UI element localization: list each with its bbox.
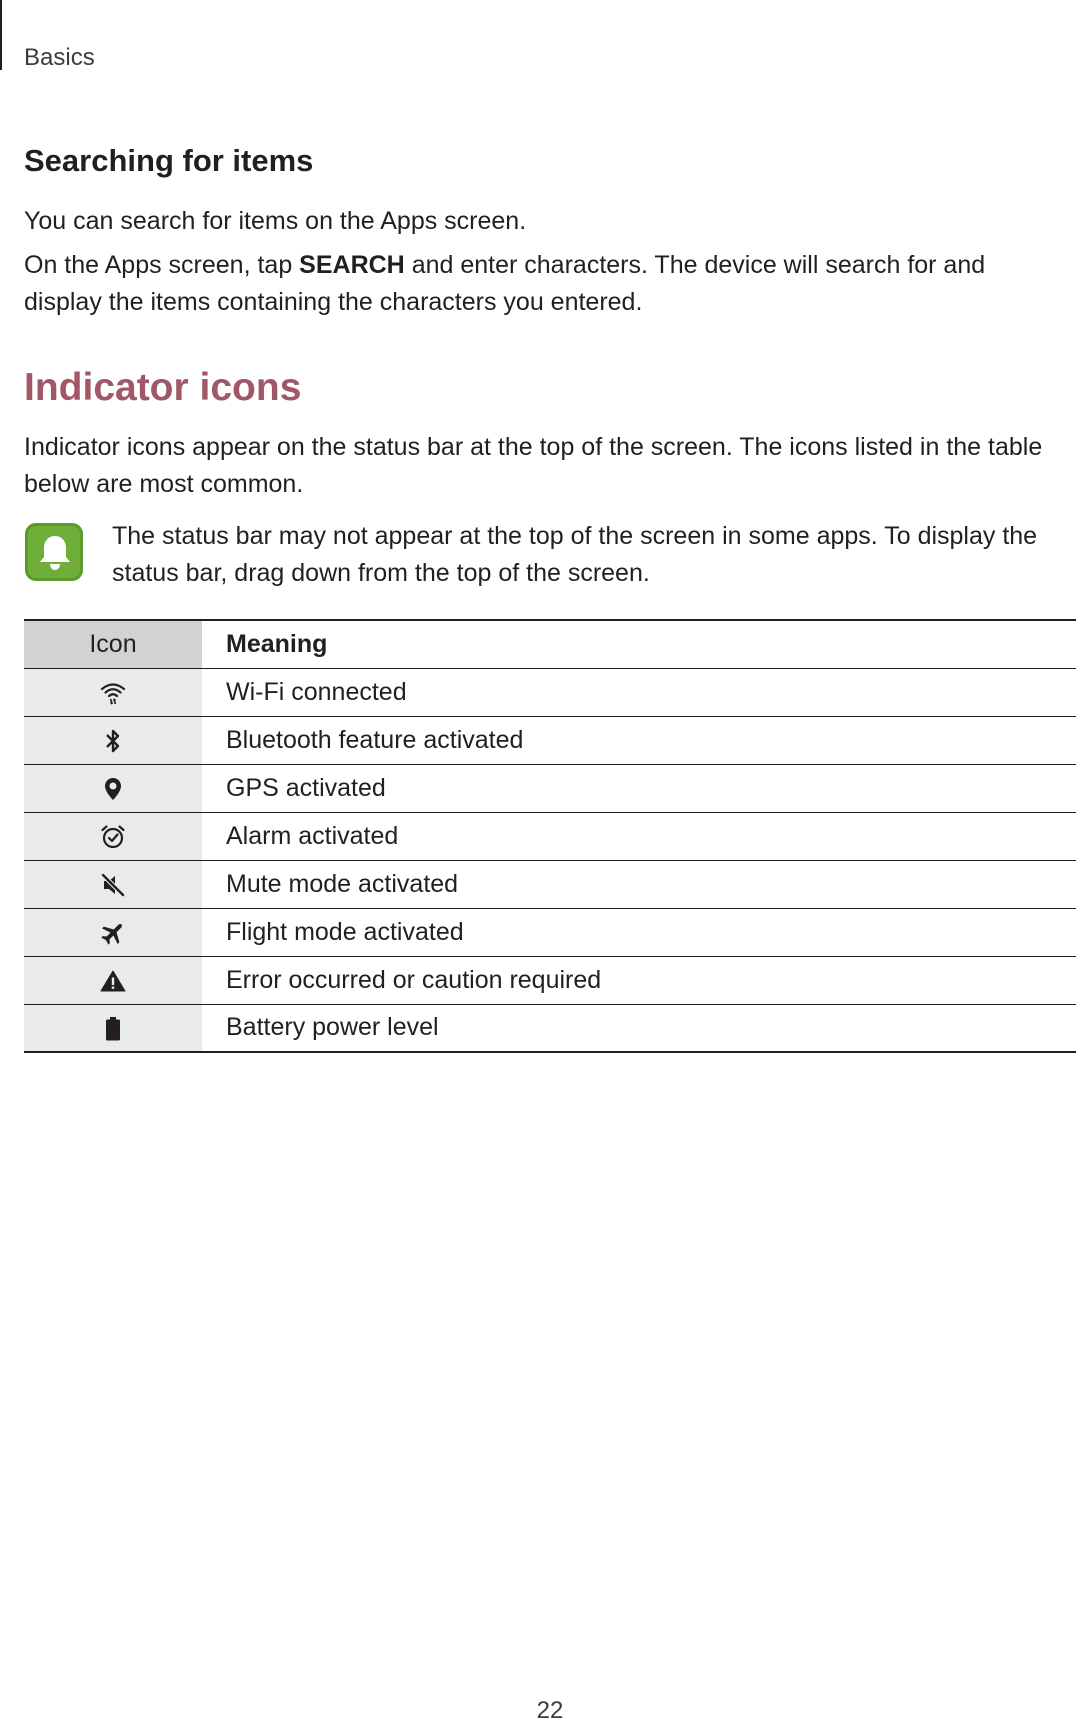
meaning-cell: Flight mode activated bbox=[202, 908, 1076, 956]
wifi-icon bbox=[100, 680, 126, 706]
searching-paragraph-2 bbox=[24, 247, 1064, 321]
table-header-row bbox=[24, 620, 1076, 668]
section-title-indicator-icons: Indicator icons bbox=[24, 366, 302, 409]
bluetooth-icon bbox=[102, 728, 124, 754]
running-head: Basics bbox=[24, 44, 95, 71]
table-row bbox=[24, 1004, 1076, 1052]
table-row bbox=[24, 716, 1076, 764]
header-icon: Icon bbox=[24, 620, 202, 668]
meaning-cell: Battery power level bbox=[202, 1004, 1076, 1052]
search-keyword: SEARCH bbox=[299, 251, 405, 279]
page-number: 22 bbox=[536, 1697, 564, 1719]
meaning-cell: Mute mode activated bbox=[202, 860, 1076, 908]
table-row bbox=[24, 908, 1076, 956]
meaning-cell: Error occurred or caution required bbox=[202, 956, 1076, 1004]
indicator-table bbox=[24, 619, 1076, 1053]
table-row bbox=[24, 764, 1076, 812]
meaning-cell: GPS activated bbox=[202, 764, 1076, 812]
bell-icon bbox=[37, 533, 73, 573]
meaning-cell: Wi-Fi connected bbox=[202, 668, 1076, 716]
corner-rule bbox=[0, 0, 2, 70]
indicator-intro: Indicator icons appear on the status bar at the top of the screen. The icons listed in the table below are most common. bbox=[24, 433, 1043, 498]
header-meaning: Meaning bbox=[202, 620, 1076, 668]
table-row bbox=[24, 860, 1076, 908]
note-icon bbox=[25, 523, 83, 581]
para2-text-before: On the Apps screen, tap bbox=[24, 251, 300, 279]
searching-paragraph-1: You can search for items on the Apps screen. bbox=[24, 207, 527, 235]
warning-icon bbox=[100, 969, 126, 993]
table-row bbox=[24, 956, 1076, 1004]
table-row bbox=[24, 812, 1076, 860]
mute-icon bbox=[100, 872, 126, 898]
para2-text-after: and enter characters. The device will search for and display the items containing the characters you entered. bbox=[24, 251, 986, 316]
table-row bbox=[24, 668, 1076, 716]
note-text: The status bar may not appear at the top of the screen in some apps. To display the status bar, drag down from the top of the screen. bbox=[112, 522, 1038, 587]
flight-icon bbox=[100, 920, 126, 946]
alarm-icon bbox=[100, 824, 126, 850]
battery-icon bbox=[104, 1016, 122, 1042]
meaning-cell: Bluetooth feature activated bbox=[202, 716, 1076, 764]
gps-icon bbox=[102, 776, 124, 802]
section-title-searching: Searching for items bbox=[24, 143, 314, 178]
meaning-cell: Alarm activated bbox=[202, 812, 1076, 860]
